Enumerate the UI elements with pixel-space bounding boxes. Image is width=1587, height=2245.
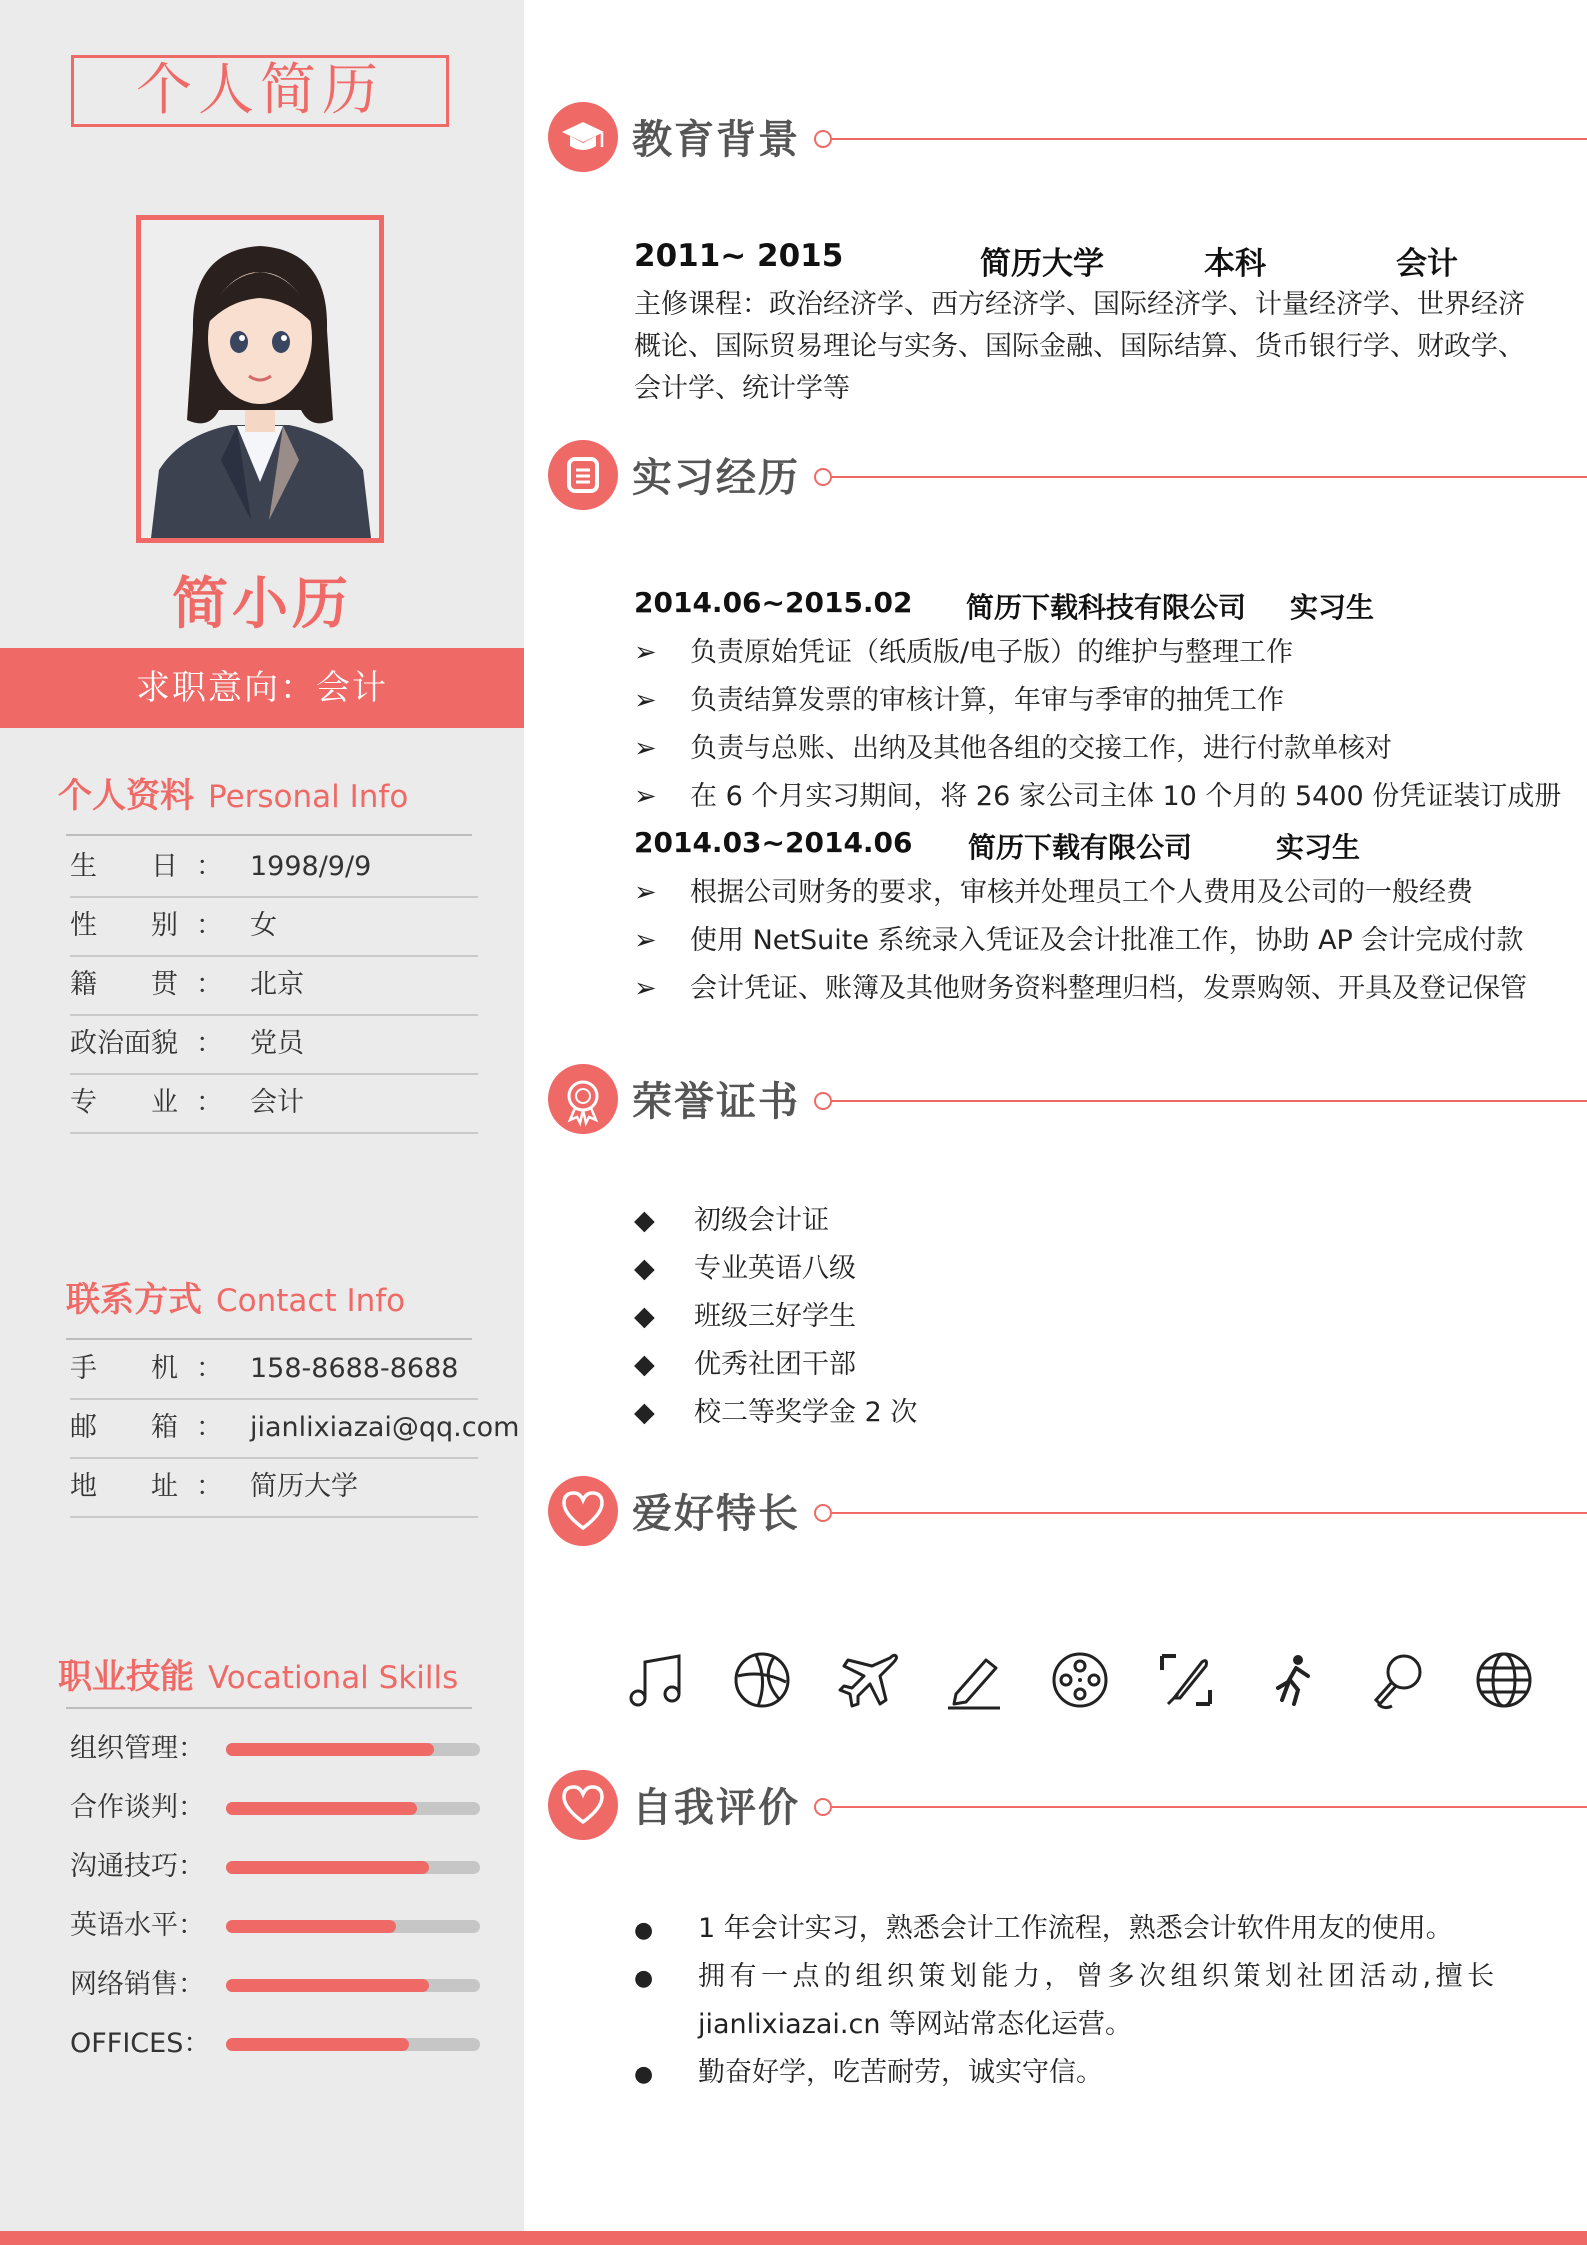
colon: ：: [196, 969, 223, 1000]
section-title: 实习经历: [632, 455, 800, 501]
list-item: [634, 632, 1293, 674]
evaluation-text: 拥有一点的组织策划能力，曾多次组织策划社团活动,擅长: [698, 1961, 1499, 1992]
education-degree: 本科: [1204, 246, 1266, 282]
skill-label: 英语水平：: [70, 1910, 205, 1941]
internship-section-header: [548, 440, 1587, 512]
list-item: [634, 920, 1523, 962]
info-row-major: [70, 1074, 478, 1134]
list-item: [634, 1392, 917, 1434]
dot-bullet-icon: ●: [634, 1966, 654, 1991]
section-title: 自我评价: [632, 1785, 800, 1831]
self-evaluation-section-header: [548, 1770, 1587, 1842]
duty-text: 根据公司财务的要求，审核并处理员工个人费用及公司的一般经费: [690, 877, 1473, 908]
arrow-bullet-icon: ➢: [634, 637, 657, 668]
list-item: [634, 1248, 856, 1290]
skill-label: 组织管理：: [70, 1733, 205, 1764]
colon: ：: [196, 851, 223, 882]
colon: ：: [196, 910, 223, 941]
diamond-bullet-icon: ◆: [634, 1301, 655, 1332]
info-row-phone: [70, 1340, 478, 1400]
skill-bar-fill: [226, 1861, 429, 1874]
skill-bar-fill: [226, 1920, 396, 1933]
pen-icon: [942, 1648, 1006, 1712]
graduation-cap-icon: [548, 102, 618, 172]
education-courses: 主修课程：政治经济学、西方经济学、国际经济学、计量经济学、世界经济概论、国际贸易理论与实务、国际金融、国际结算、货币银行学、财政学、会计学、统计学等: [634, 289, 1525, 404]
section-dot: [814, 468, 832, 486]
skill-bar: [226, 1743, 480, 1756]
job-role: 实习生: [1276, 831, 1361, 864]
duty-text: 使用 NetSuite 系统录入凭证及会计批准工作，协助 AP 会计完成付款: [690, 925, 1524, 956]
diamond-bullet-icon: ◆: [634, 1397, 655, 1428]
info-key: 生 日: [70, 851, 178, 882]
hobbies-section-header: [548, 1476, 1587, 1548]
info-row-hometown: [70, 956, 478, 1016]
list-item: [634, 1296, 856, 1338]
arrow-bullet-icon: ➢: [634, 781, 657, 812]
section-dot: [814, 1504, 832, 1522]
dance-icon: [1260, 1648, 1324, 1712]
education-major: 会计: [1396, 246, 1458, 282]
list-item: [634, 968, 1527, 1010]
honor-text: 校二等奖学金 2 次: [694, 1397, 918, 1428]
dot-bullet-icon: ●: [634, 2062, 654, 2087]
section-title: 荣誉证书: [632, 1079, 800, 1125]
job-role: 实习生: [1290, 591, 1375, 624]
section-title: 教育背景: [632, 117, 800, 163]
list-item: [634, 776, 1561, 818]
list-item: [634, 1200, 829, 1242]
section-line: [832, 1100, 1587, 1102]
profile-photo: [136, 215, 384, 543]
job-company: 简历下载科技有限公司: [966, 591, 1247, 624]
job-period: 2014.06~2015.02: [634, 586, 913, 619]
skill-bar-fill: [226, 2038, 409, 2051]
diamond-bullet-icon: ◆: [634, 1349, 655, 1380]
info-value: 158-8688-8688: [250, 1353, 459, 1384]
skill-bar: [226, 2038, 480, 2051]
arrow-bullet-icon: ➢: [634, 877, 657, 908]
personal-info-title: 个人资料: [58, 776, 194, 816]
skill-bar: [226, 1979, 480, 1992]
info-row-birthday: [70, 838, 478, 898]
microphone-icon: [1366, 1648, 1430, 1712]
skill-bar: [226, 1802, 480, 1815]
basketball-icon: [730, 1648, 794, 1712]
colon: ：: [196, 1087, 223, 1118]
contact-info-heading: [66, 1272, 405, 1321]
skills-title: 职业技能: [58, 1657, 194, 1697]
heart-icon: [548, 1770, 618, 1840]
info-value: 北京: [250, 969, 304, 1000]
list-item: [634, 728, 1392, 770]
list-item: [634, 1908, 1453, 1950]
info-value: 简历大学: [250, 1471, 358, 1502]
divider: [66, 834, 472, 836]
arrow-bullet-icon: ➢: [634, 733, 657, 764]
honor-text: 优秀社团干部: [694, 1349, 856, 1380]
divider: [66, 1707, 472, 1709]
honor-text: 初级会计证: [694, 1205, 829, 1236]
dot-bullet-icon: ●: [634, 1918, 654, 1943]
honors-section-header: [548, 1064, 1587, 1136]
contact-info-title: 联系方式: [66, 1280, 202, 1320]
resume-title: 个人简历: [71, 55, 449, 127]
skill-label: OFFICES：: [70, 2028, 211, 2059]
info-value: 女: [250, 910, 277, 941]
section-dot: [814, 130, 832, 148]
info-value: 1998/9/9: [250, 851, 372, 882]
info-value: 会计: [250, 1087, 304, 1118]
award-badge-icon: [548, 1064, 618, 1134]
info-key: 邮 箱: [70, 1412, 178, 1443]
writing-icon: [1154, 1648, 1218, 1712]
skills-heading: [58, 1649, 458, 1698]
diamond-bullet-icon: ◆: [634, 1205, 655, 1236]
duty-text: 会计凭证、账簿及其他财务资料整理归档，发票购领、开具及登记保管: [690, 973, 1527, 1004]
heart-icon: [548, 1476, 618, 1546]
section-line: [832, 1806, 1587, 1808]
skill-label: 网络销售：: [70, 1969, 205, 2000]
honor-text: 专业英语八级: [694, 1253, 856, 1284]
personal-info-heading: [58, 768, 408, 817]
info-value: jianlixiazai@qq.com: [250, 1412, 520, 1443]
section-line: [832, 476, 1587, 478]
candidate-name: 简小历: [172, 572, 352, 637]
list-item: [634, 2052, 1103, 2094]
evaluation-text: 勤奋好学，吃苦耐劳，诚实守信。: [698, 2057, 1103, 2088]
contact-info-title-en: Contact Info: [216, 1283, 406, 1319]
colon: ：: [196, 1471, 223, 1502]
skill-bar-fill: [226, 1743, 434, 1756]
info-row-gender: [70, 897, 478, 957]
info-key: 政治面貌: [70, 1028, 178, 1059]
duty-text: 负责与总账、出纳及其他各组的交接工作，进行付款单核对: [690, 733, 1392, 764]
info-row-political-status: [70, 1015, 478, 1075]
skill-label: 沟通技巧：: [70, 1851, 205, 1882]
education-section-header: [548, 102, 1587, 174]
job-period: 2014.03~2014.06: [634, 826, 913, 859]
list-item: [634, 1344, 856, 1386]
skill-bar: [226, 1920, 480, 1933]
skills-title-en: Vocational Skills: [208, 1660, 459, 1696]
skill-label: 合作谈判：: [70, 1792, 205, 1823]
job-intent: 求职意向：会计: [0, 648, 524, 728]
evaluation-text: jianlixiazai.cn 等网站常态化运营。: [698, 2009, 1133, 2040]
music-icon: [624, 1648, 688, 1712]
info-key: 地 址: [70, 1471, 178, 1502]
duty-text: 负责结算发票的审核计算，年审与季审的抽凭工作: [690, 685, 1284, 716]
info-key: 性 别: [70, 910, 178, 941]
info-row-email: [70, 1399, 520, 1459]
skill-bar: [226, 1861, 480, 1874]
colon: ：: [196, 1028, 223, 1059]
colon: ：: [196, 1353, 223, 1384]
colon: ：: [196, 1412, 223, 1443]
honor-text: 班级三好学生: [694, 1301, 856, 1332]
section-dot: [814, 1092, 832, 1110]
list-item: [634, 680, 1284, 722]
info-row-address: [70, 1458, 478, 1518]
education-period: 2011~ 2015: [634, 238, 844, 274]
personal-info-title-en: Personal Info: [208, 779, 409, 815]
education-school: 简历大学: [980, 246, 1104, 282]
skill-bar-fill: [226, 1979, 429, 1992]
list-item-continued: [698, 2004, 1132, 2046]
arrow-bullet-icon: ➢: [634, 685, 657, 716]
arrow-bullet-icon: ➢: [634, 925, 657, 956]
arrow-bullet-icon: ➢: [634, 973, 657, 1004]
globe-icon: [1472, 1648, 1536, 1712]
duty-text: 在 6 个月实习期间，将 26 家公司主体 10 个月的 5400 份凭证装订成册: [690, 781, 1562, 812]
list-item: [634, 1956, 1499, 1998]
section-title: 爱好特长: [632, 1491, 800, 1537]
diamond-bullet-icon: ◆: [634, 1253, 655, 1284]
list-item: [634, 872, 1473, 914]
document-icon: [548, 440, 618, 510]
info-key: 手 机: [70, 1353, 178, 1384]
info-value: 党员: [250, 1028, 304, 1059]
evaluation-text: 1 年会计实习，熟悉会计工作流程，熟悉会计软件用友的使用。: [698, 1913, 1453, 1944]
job-company: 简历下载有限公司: [968, 831, 1193, 864]
film-reel-icon: [1048, 1648, 1112, 1712]
airplane-icon: [836, 1648, 900, 1712]
section-line: [832, 1512, 1587, 1514]
skill-bar-fill: [226, 1802, 417, 1815]
bottom-accent-bar: [0, 2231, 1587, 2245]
section-dot: [814, 1798, 832, 1816]
info-key: 籍 贯: [70, 969, 178, 1000]
duty-text: 负责原始凭证（纸质版/电子版）的维护与整理工作: [690, 637, 1294, 668]
info-key: 专 业: [70, 1087, 178, 1118]
section-line: [832, 138, 1587, 140]
